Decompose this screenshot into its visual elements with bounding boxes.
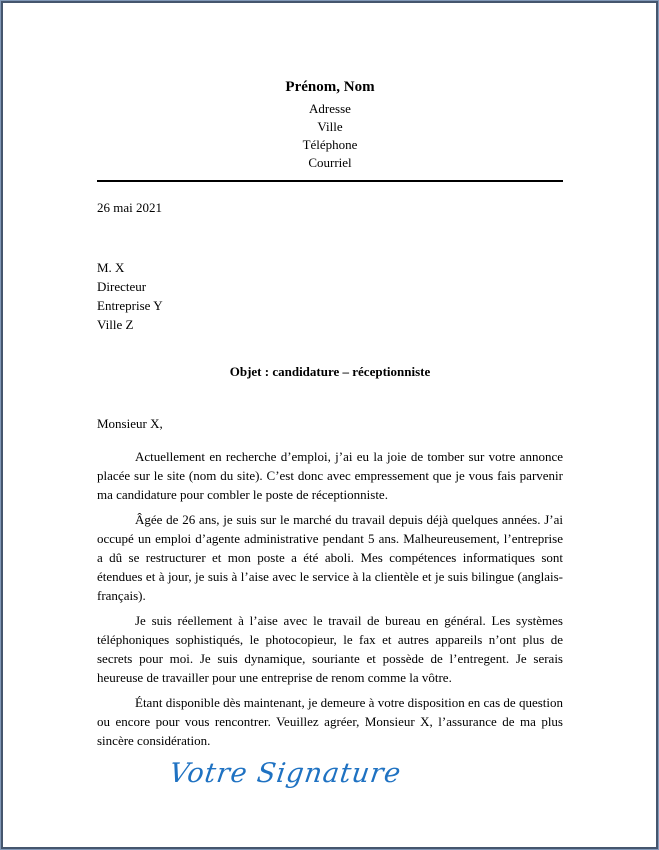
letter-date: 26 mai 2021 bbox=[97, 200, 162, 215]
sender-city: Ville bbox=[317, 119, 343, 134]
sender-email: Courriel bbox=[308, 155, 352, 170]
sender-address: Adresse bbox=[309, 101, 351, 116]
sender-phone: Téléphone bbox=[302, 137, 358, 152]
recipient-city: Ville Z bbox=[97, 317, 134, 332]
sender-block bbox=[97, 77, 563, 172]
recipient-name: M. X bbox=[97, 260, 125, 275]
paragraph-experience: Âgée de 26 ans, je suis sur le marché du travail depuis déjà quelques années. J’ai occupé un emploi d’agente administrative pendant 5 ans. Malheureusement, l’entreprise a dû se restructurer et mon poste a été aboli. Mes compétences informatiques sont étendues et à jour, je suis à l’aise avec le service à la clientèle et je suis bilingue (anglais-français). bbox=[97, 512, 563, 603]
paragraph-closing: Étant disponible dès maintenant, je demeure à votre disposition en cas de question ou encore pour vous rencontrer. Veuillez agréer, Monsieur X, l’assurance de ma plus sincère considération. bbox=[97, 695, 563, 748]
signature: Votre Signature bbox=[167, 758, 404, 789]
salutation: Monsieur X, bbox=[97, 416, 163, 431]
recipient-block bbox=[97, 258, 563, 334]
paragraph-skills: Je suis réellement à l’aise avec le travail de bureau en général. Les systèmes téléphoniques sophistiqués, le photocopieur, le fax et autres appareils n’ont plus de secrets pour moi. Je suis dynamique, souriante et possède de l’entregent. Je serais heureuse de travailler pour une entreprise de renom comme la vôtre. bbox=[97, 613, 563, 685]
recipient-title: Directeur bbox=[97, 279, 147, 294]
letter-content bbox=[1, 1, 658, 849]
subject-line: Objet : candidature – réceptionniste bbox=[229, 364, 431, 379]
sender-name: Prénom, Nom bbox=[285, 79, 375, 95]
recipient-company: Entreprise Y bbox=[97, 298, 163, 313]
header-divider bbox=[97, 180, 563, 182]
paragraph-intro: Actuellement en recherche d’emploi, j’ai eu la joie de tomber sur votre annonce placée sur le site (nom du site). C’est donc avec empressement que je vous fais parvenir ma candidature pour combler le poste de réceptionniste. bbox=[97, 449, 563, 502]
